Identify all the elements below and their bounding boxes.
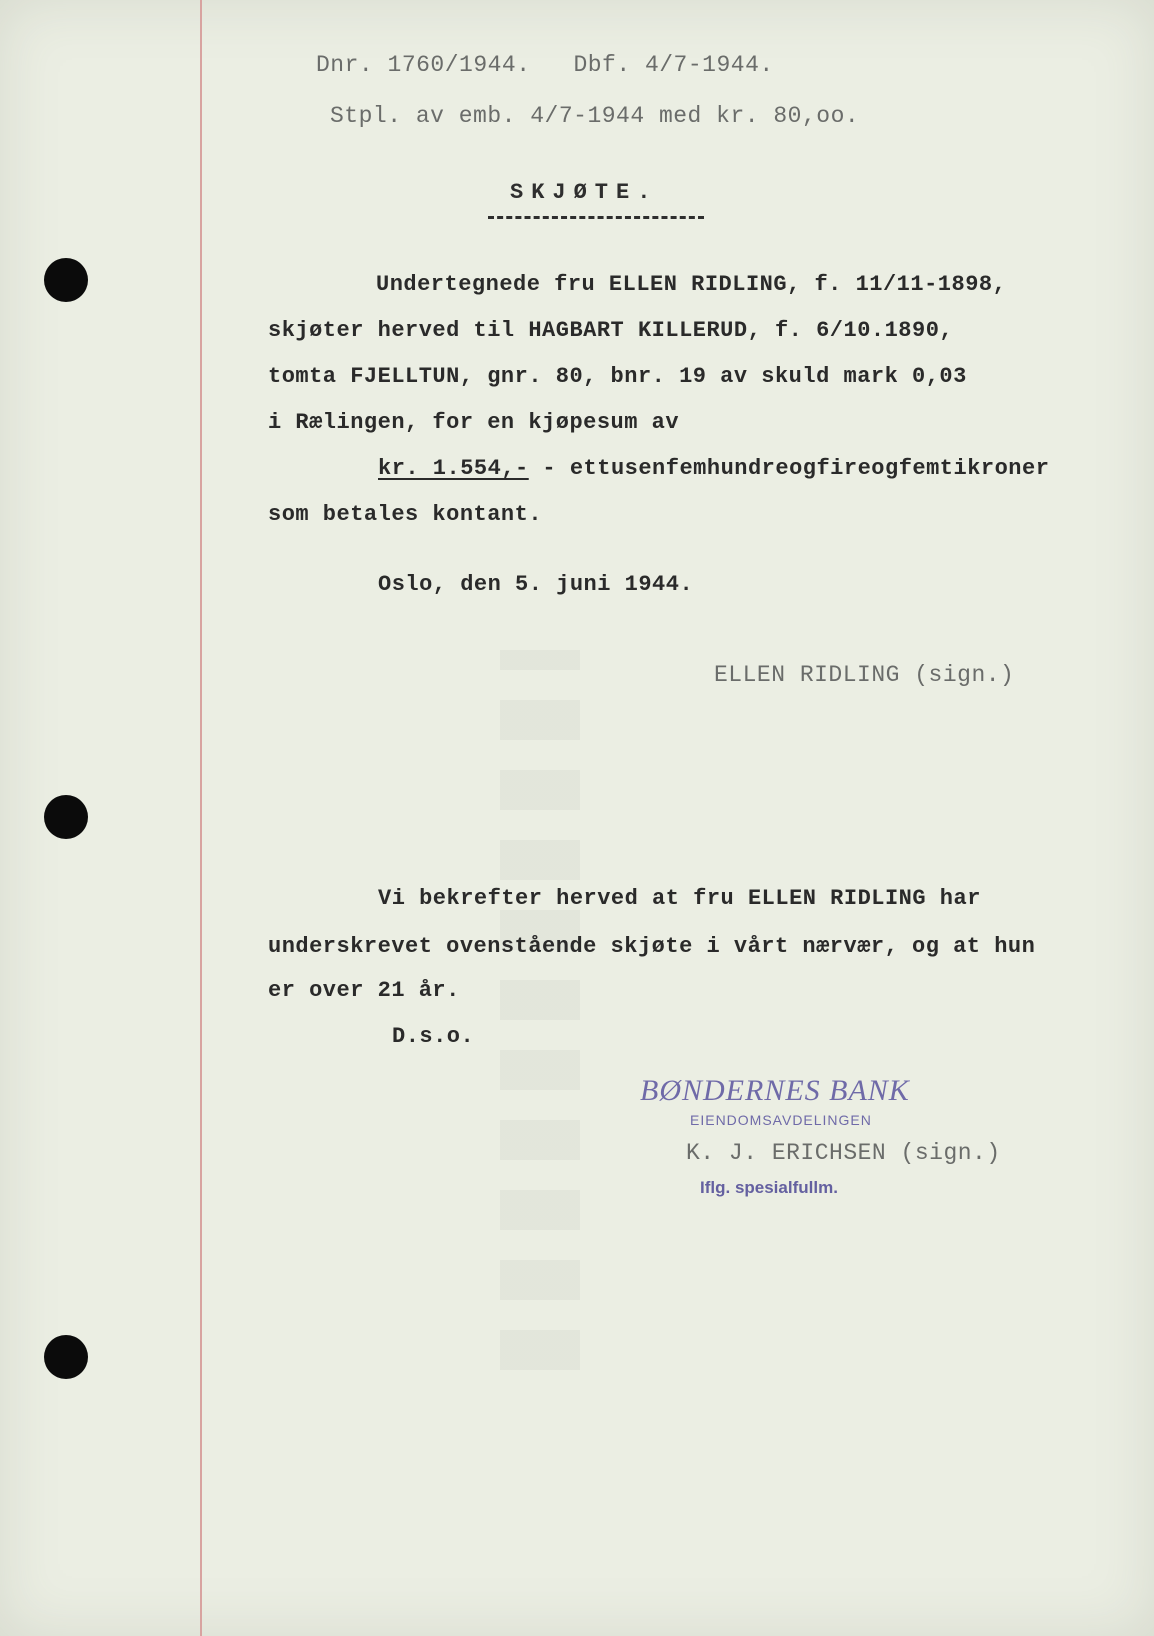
amount-value: kr. 1.554,- (378, 456, 529, 481)
margin-line (200, 0, 202, 1636)
header-stamp-duty: Stpl. av emb. 4/7-1944 med kr. 80,oo. (330, 103, 860, 129)
confirmation-line-3: er over 21 år. (268, 978, 460, 1003)
witness-signature: K. J. ERICHSEN (sign.) (686, 1140, 1001, 1166)
header-registration: Dnr. 1760/1944. Dbf. 4/7-1944. (316, 52, 774, 78)
authority-stamp: Iflg. spesialfullm. (700, 1178, 838, 1197)
body-line-1: Undertegnede fru ELLEN RIDLING, f. 11/11-1898, (376, 272, 1007, 297)
title-underline (488, 216, 704, 219)
punch-hole-middle (44, 795, 88, 839)
punch-hole-top (44, 258, 88, 302)
place-date: Oslo, den 5. juni 1944. (378, 572, 694, 597)
document-title: SKJØTE. (510, 180, 659, 205)
amount-words: - ettusenfemhundreogfireogfemtikroner (528, 456, 1050, 481)
dso-note: D.s.o. (392, 1024, 475, 1049)
body-line-2: skjøter herved til HAGBART KILLERUD, f. 6/10.1890, (268, 318, 954, 343)
body-line-4: i Rælingen, for en kjøpesum av (268, 410, 680, 435)
body-line-3: tomta FJELLTUN, gnr. 80, bnr. 19 av skuld mark 0,03 (268, 364, 967, 389)
bank-stamp-department: EIENDOMSAVDELINGEN (690, 1112, 872, 1128)
confirmation-line-2: underskrevet ovenstående skjøte i vårt nærvær, og at hun (268, 934, 1036, 959)
punch-hole-bottom (44, 1335, 88, 1379)
body-line-amount (378, 456, 1049, 481)
body-line-payment: som betales kontant. (268, 502, 543, 527)
bank-stamp-name: BØNDERNES BANK (640, 1074, 910, 1107)
seller-signature: ELLEN RIDLING (sign.) (714, 662, 1015, 688)
confirmation-line-1: Vi bekrefter herved at fru ELLEN RIDLING har (378, 886, 981, 911)
watermark (500, 650, 580, 1370)
